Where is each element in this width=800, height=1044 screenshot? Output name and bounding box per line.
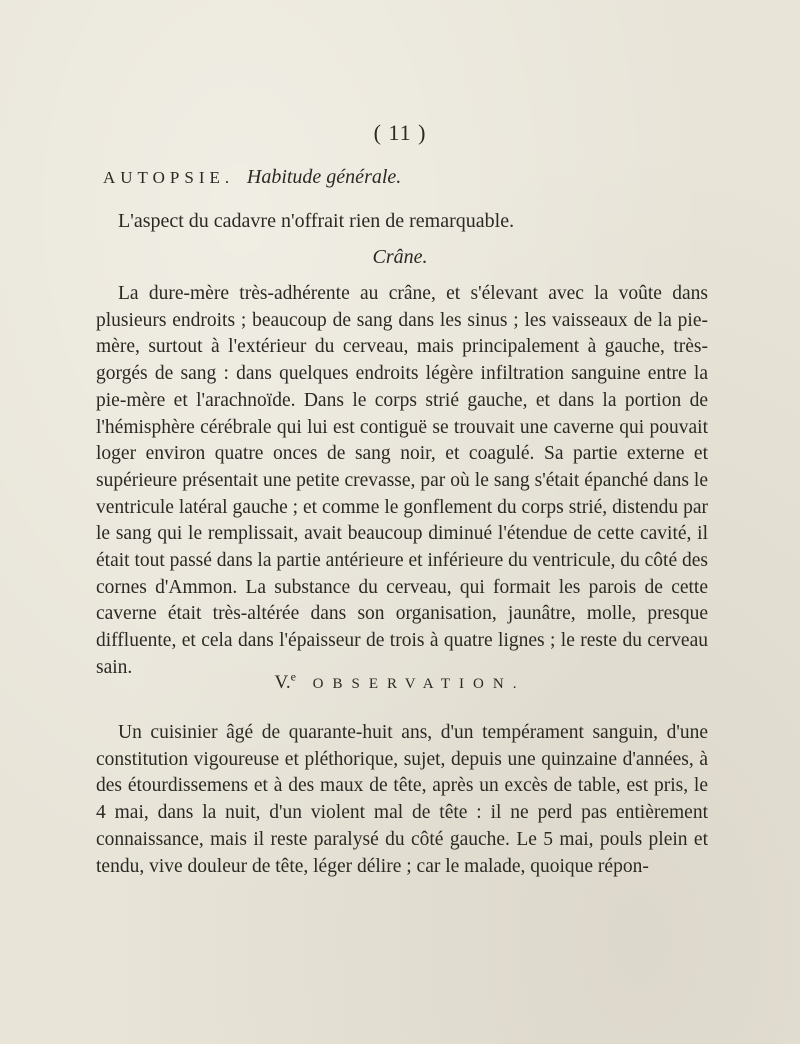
observation-heading	[0, 670, 800, 694]
section-heading	[103, 166, 401, 189]
section-heading-prefix: AUTOPSIE.	[103, 168, 235, 187]
page-number: ( 11 )	[373, 120, 427, 145]
body-paragraph: La dure-mère très-adhérente au crâne, et s'élevant avec la voûte dans plusieurs endroits ; beaucoup de sang dans les sinus ; les vaisseaux de la pie-mère, surtout à l'extérieur du cerveau, mais principalement à gauche, très-gorgés de sang : dans quelques endroits légère infiltration sanguine entre la pie-mère et l'arachnoïde. Dans le corps strié gauche, et dans la portion de l'hémisphère cérébrale qui lui est contiguë se trouvait une caverne qui pouvait loger environ quatre onces de sang noir, et coagulé. Sa partie externe et supérieure présentait une petite crevasse, par où le sang s'était épanché dans le ventricule latéral gauche ; et comme le gonflement du corps strié, distendu par le sang qui le remplissait, avait beaucoup diminué l'étendue de cette cavité, il était tout passé dans la partie antérieure et inférieure du ventricule, du côté des cornes d'Ammon. La substance du cerveau, qui formait les parois de cette caverne était très-altérée dans son organisation, jaunâtre, molle, presque diffluente, et cela dans l'épaisseur de trois à quatre lignes ; le reste du cerveau sain.	[96, 283, 708, 678]
lead-sentence: L'aspect du cadavre n'offrait rien de remarquable.	[118, 210, 515, 232]
body-paragraph: Un cuisinier âgé de quarante-huit ans, d'un tempérament sanguin, d'une constitution vigoureuse et pléthorique, sujet, depuis une quinzaine d'années, à des étourdissemens et à des maux de tête, après un excès de table, est pris, le 4 mai, dans la nuit, d'un violent mal de tête : il ne perd pas entièrement connaissance, mais il reste paralysé du côté gauche. Le 5 mai, pouls plein et tendu, vive douleur de tête, léger délire ; car le malade, quoique répon-	[96, 722, 708, 877]
observation-title: OBSERVATION.	[312, 676, 526, 693]
section-heading-title: Habitude générale.	[246, 166, 402, 188]
observation-number: V.$^e$	[274, 670, 296, 694]
subheading-crane: Crâne.	[372, 246, 428, 268]
